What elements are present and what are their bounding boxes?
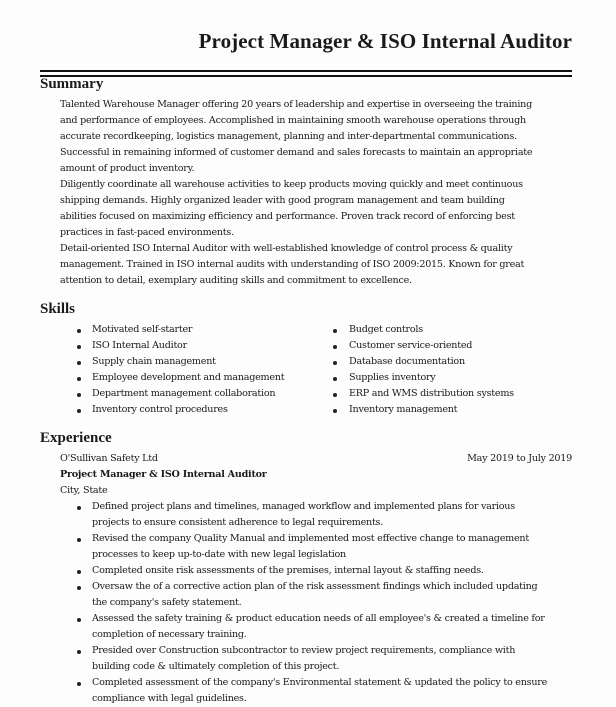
summary-line: amount of product inventory.	[60, 163, 195, 174]
bullet-icon	[333, 329, 337, 333]
skill-item: Inventory management	[349, 404, 458, 415]
summary-heading: Summary	[40, 76, 104, 92]
bullet-icon	[77, 329, 81, 333]
skill-item: Department management collaboration	[92, 388, 276, 399]
bullet-icon	[77, 506, 81, 510]
skill-item: Customer service-oriented	[349, 340, 473, 351]
bullet-icon	[77, 586, 81, 590]
bullet-icon	[77, 345, 81, 349]
experience-bullet-line: processes to keep up-to-date with new legal legislation	[92, 549, 346, 560]
job-dates: May 2019 to July 2019	[467, 453, 572, 464]
experience-bullet-line: Assessed the safety training & product education needs of all employee's & created a timeline for	[92, 613, 545, 624]
summary-line: attention to detail, exemplary auditing skills and commitment to excellence.	[60, 275, 412, 286]
experience-bullet-line: building code & ultimately completion of this project.	[92, 661, 340, 672]
company-name: O'Sullivan Safety Ltd	[60, 453, 158, 464]
skill-item: Inventory control procedures	[92, 404, 228, 415]
summary-line: shipping demands. Highly organized leader with good program management and team building	[60, 195, 505, 206]
experience-bullet-line: Revised the company Quality Manual and implemented most effective change to management	[92, 533, 529, 544]
bullet-icon	[77, 409, 81, 413]
experience-bullet-line: completion of necessary training.	[92, 629, 247, 640]
experience-heading: Experience	[40, 430, 112, 446]
bullet-icon	[77, 538, 81, 542]
job-location: City, State	[60, 485, 108, 496]
experience-bullet-line: compliance with legal guidelines.	[92, 693, 247, 704]
title-divider-top	[40, 70, 572, 72]
bullet-icon	[77, 377, 81, 381]
experience-bullet-line: Presided over Construction subcontractor to review project requirements, compliance with	[92, 645, 516, 656]
bullet-icon	[333, 393, 337, 397]
summary-line: Detail-oriented ISO Internal Auditor with well-established knowledge of control process & quality	[60, 243, 513, 254]
summary-line: abilities focused on maximizing efficiency and performance. Proven track record of enforcing best	[60, 211, 515, 222]
experience-bullet-line: the company's safety statement.	[92, 597, 242, 608]
skills-heading: Skills	[40, 301, 76, 317]
summary-line: practices in fast-paced environments.	[60, 227, 234, 238]
bullet-icon	[77, 650, 81, 654]
experience-bullet-line: Oversaw the of a corrective action plan of the risk assessment findings which included updating	[92, 581, 538, 592]
skill-item: ISO Internal Auditor	[92, 340, 187, 351]
skill-item: ERP and WMS distribution systems	[349, 388, 514, 399]
resume-title: Project Manager & ISO Internal Auditor	[198, 29, 572, 53]
experience-bullet-line: Defined project plans and timelines, managed workflow and implemented plans for various	[92, 501, 515, 512]
skill-item: Employee development and management	[92, 372, 285, 383]
skill-item: Supplies inventory	[349, 372, 436, 383]
bullet-icon	[77, 361, 81, 365]
summary-line: Diligently coordinate all warehouse activities to keep products moving quickly and meet continuous	[60, 179, 523, 190]
summary-line: accurate recordkeeping, logistics management, planning and inter-departmental communications.	[60, 131, 517, 142]
title-divider-bottom	[40, 75, 572, 77]
summary-line: and performance of employees. Accomplished in maintaining smooth warehouse operations through	[60, 115, 526, 126]
experience-bullet-line: projects to ensure consistent adherence to legal requirements.	[92, 517, 384, 528]
skill-item: Database documentation	[349, 356, 465, 367]
job-title: Project Manager & ISO Internal Auditor	[60, 469, 267, 480]
summary-line: Successful in remaining informed of customer demand and sales forecasts to maintain an appropriate	[60, 147, 533, 158]
skill-item: Motivated self-starter	[92, 324, 193, 335]
skill-item: Budget controls	[349, 324, 423, 335]
bullet-icon	[77, 393, 81, 397]
skill-item: Supply chain management	[92, 356, 216, 367]
bullet-icon	[77, 618, 81, 622]
summary-line: Talented Warehouse Manager offering 20 years of leadership and expertise in overseeing the training	[60, 99, 532, 110]
bullet-icon	[333, 361, 337, 365]
bullet-icon	[77, 682, 81, 686]
bullet-icon	[333, 345, 337, 349]
bullet-icon	[333, 409, 337, 413]
bullet-icon	[333, 377, 337, 381]
experience-bullet-line: Completed assessment of the company's Environmental statement & updated the policy to ensure	[92, 677, 548, 688]
bullet-icon	[77, 570, 81, 574]
experience-bullet-line: Completed onsite risk assessments of the premises, internal layout & staffing needs.	[92, 565, 484, 576]
summary-line: management. Trained in ISO internal audits with understanding of ISO 2009:2015. Known for great	[60, 259, 525, 270]
